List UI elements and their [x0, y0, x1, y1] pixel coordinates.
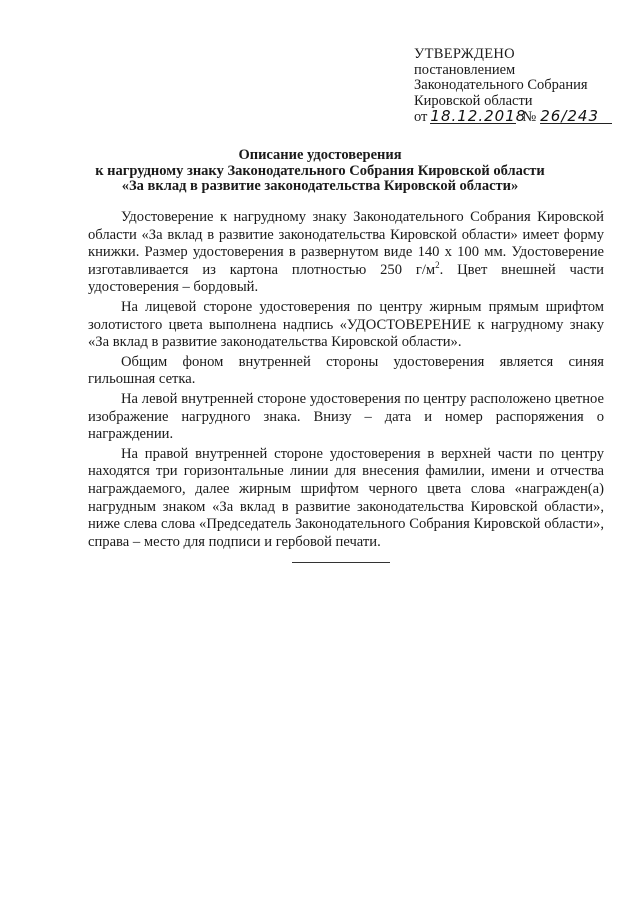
approval-date-handwritten: 18.12.2018 — [430, 107, 527, 126]
approval-line-2: Законодательного Собрания — [414, 77, 588, 94]
approval-date-line — [414, 109, 629, 126]
document-title — [60, 148, 580, 195]
approval-line-3: Кировской области — [414, 92, 533, 109]
paragraph-1-text-end: . Цвет внешней части удостоверения – бордовый. — [88, 261, 604, 296]
approval-line-1: постановлением — [414, 61, 516, 78]
paragraph-4: На левой внутренней стороне удостоверения по центру расположено цветное изображение нагрудного знака. Внизу – дата и номер распоряжения о награждении. — [88, 390, 604, 443]
approval-date-prefix: от — [414, 109, 428, 126]
paragraph-5: На правой внутренней стороне удостоверения в верхней части по центру находятся три горизонтальные линии для внесения фамилии, имени и отчества награждаемого, далее жирным шрифтом черного цвета слова «награжден(а) нагрудным знаком «За вклад в развитие законодательства Кировской области», ниже слева слова «Председатель Законодательного Собрания Кировской области», справа – место для подписи и гербовой печати. — [88, 445, 604, 550]
paragraph-2: На лицевой стороне удостоверения по центру жирным прямым шрифтом золотистого цвета выполнена надпись «УДОСТОВЕРЕНИЕ к нагрудному знаку «За вклад в развитие законодательства Кировской области». — [88, 298, 604, 351]
paragraph-1-superscript: 2 — [435, 259, 440, 270]
title-line-1: Описание удостоверения — [238, 147, 402, 163]
end-separator-line — [292, 562, 390, 563]
title-line-3: «За вклад в развитие законодательства Кировской области» — [121, 178, 519, 195]
approval-heading: УТВЕРЖДЕНО — [414, 46, 515, 62]
document-body — [88, 209, 604, 553]
paragraph-3: Общим фоном внутренней стороны удостоверения является синяя гильошная сетка. — [88, 353, 604, 388]
approval-number-handwritten: 26/243 — [540, 109, 612, 124]
paragraph-1 — [88, 209, 604, 297]
approval-stamp — [414, 47, 629, 126]
paragraph-1-text: Удостоверение к нагрудному знаку Законодательного Собрания Кировской области «За вклад в развитие законодательства Кировской области» имеет форму книжки. Размер удостоверения в развернутом виде 140 x 100 мм. Удостоверение изготавливается из картона плотностью 250 г/м — [88, 209, 604, 278]
title-line-2: к нагрудному знаку Законодательного Собрания Кировской области — [95, 162, 545, 179]
approval-number-sign: № — [522, 109, 537, 126]
